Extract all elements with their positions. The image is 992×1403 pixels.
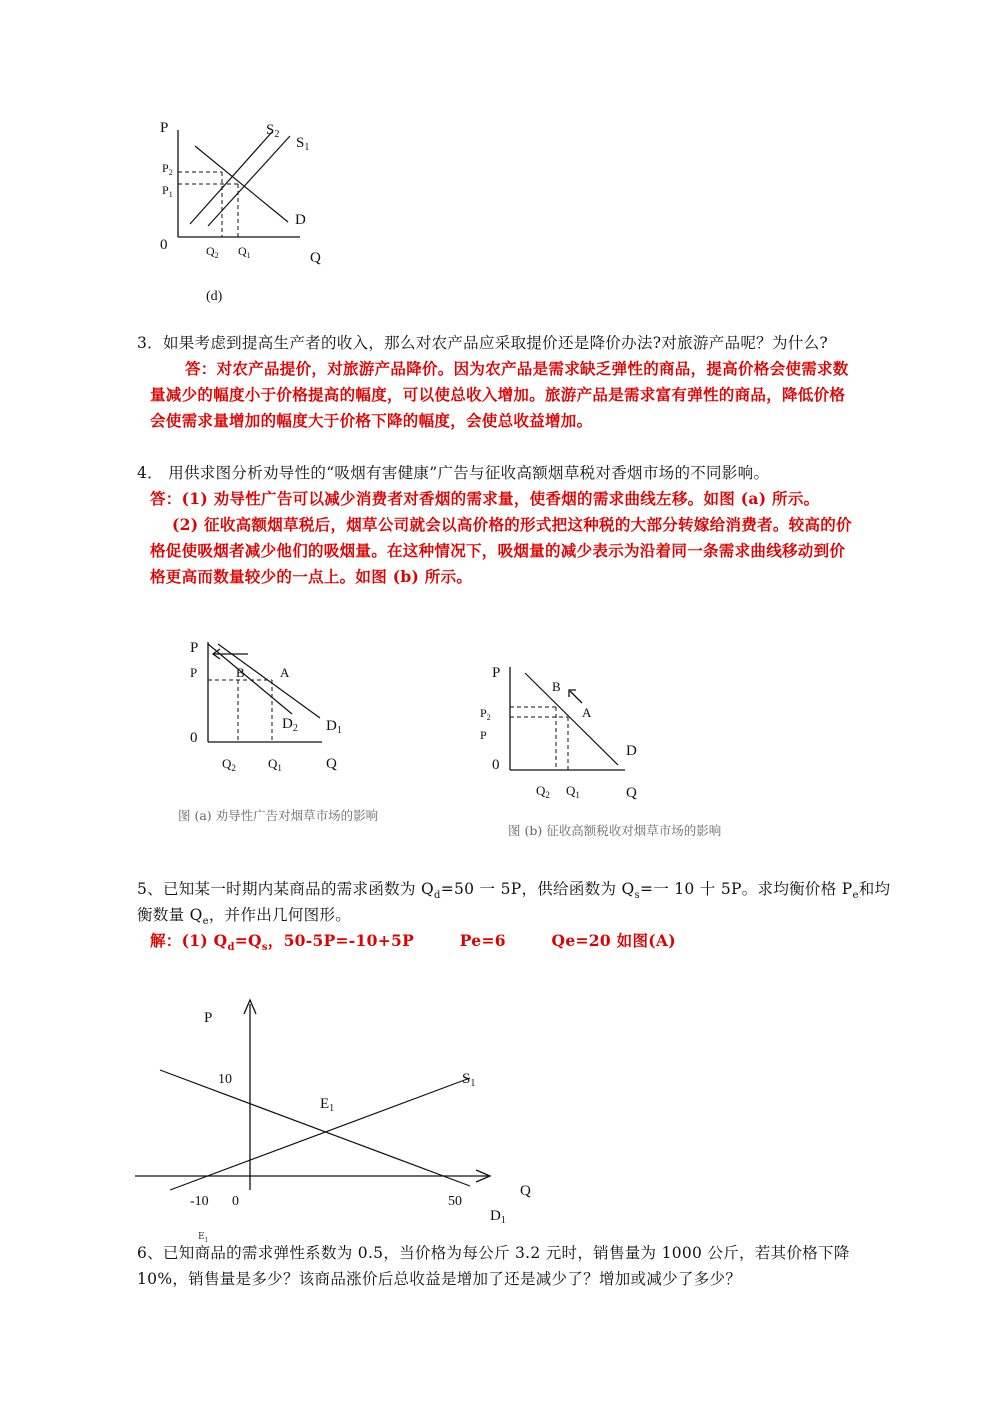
label-q: Q — [310, 250, 321, 266]
svg-text:Q1: $Q_1$ — [238, 244, 251, 260]
svg-text:Q2: $Q_2$ — [536, 783, 550, 800]
caption-b: 图 (b) 征收高额税收对烟草市场的影响 — [508, 823, 722, 838]
svg-text:A: A — [280, 665, 290, 680]
svg-text:S1: $S_1$ — [296, 135, 310, 153]
curve-d — [525, 673, 618, 765]
svg-text:0: 0 — [190, 730, 198, 746]
answer-4-line-4: 格更高而数量较少的一点上。如图 (b) 所示。 — [150, 567, 473, 586]
stray-mark: $E_1$ — [198, 1232, 209, 1244]
svg-text:P2: $P_2$ — [162, 161, 173, 177]
answer-4-line-1: 答：(1) 劝导性广告可以减少消费者对香烟的需求量，使香烟的需求曲线左移。如图 (a) 所示。 — [150, 489, 820, 508]
question-6-line-1: 6、已知商品的需求弹性系数为 0.5，当价格为每公斤 3.2 元时，销售量为 1000 公斤，若其价格下降 — [137, 1244, 850, 1262]
svg-text:Q2: $Q_2$ — [206, 244, 219, 260]
label-p: P — [160, 120, 169, 136]
label-d: D — [295, 212, 306, 228]
figure-d — [150, 112, 350, 312]
question-4: 4． 用供求图分析劝导性的“吸烟有害健康”广告与征收高额烟草税对香烟市场的不同影响。 — [137, 464, 770, 482]
curve-s1 — [208, 136, 290, 226]
curve-d1 — [218, 644, 320, 718]
svg-text:-10: -10 — [190, 1194, 209, 1209]
answer-3-line-3: 会使需求量增加的幅度大于价格下降的幅度，会使总收益增加。 — [150, 411, 593, 430]
svg-text:0: 0 — [232, 1194, 239, 1209]
svg-text:D: D — [626, 743, 637, 759]
svg-text:10: 10 — [218, 1072, 232, 1087]
svg-text:Q1: $Q_1$ — [566, 783, 580, 800]
svg-text:Q2: $Q_2$ — [222, 756, 236, 773]
svg-text:P: P — [190, 640, 199, 656]
svg-text:A: A — [582, 705, 592, 720]
svg-text:Q: Q — [626, 785, 637, 801]
svg-text:S1: $S_1$ — [462, 1071, 476, 1089]
answer-4-line-3: 格促使吸烟者减少他们的吸烟量。在这种情况下，吸烟量的减少表示为沿着同一条需求曲线移动到价 — [150, 541, 846, 560]
question-3: 3．如果考虑到提高生产者的收入，那么对农产品应采取提价还是降价办法?对旅游产品呢？为什么? — [137, 334, 828, 352]
svg-text:D1: $D_1$ — [326, 718, 342, 736]
svg-text:P1: $P_1$ — [162, 183, 173, 199]
curve-s2 — [190, 132, 272, 224]
svg-text:P: P — [190, 665, 198, 680]
figure-equilibrium — [130, 990, 550, 1230]
caption-a: 图 (a) 劝导性广告对烟草市场的影响 — [178, 808, 379, 823]
svg-text:D2: $D_2$ — [282, 716, 298, 734]
figure-label: (d) — [206, 289, 223, 304]
answer-5: 解：(1) $Q_d=Q_s$，50-5P=-10+5P Pe=6 Qe=20 如图(A) — [150, 931, 676, 954]
answer-3-line-2: 量减少的幅度小于价格提高的幅度，可以使总收入增加。旅游产品是需求富有弹性的商品，降低价格 — [150, 385, 846, 404]
svg-text:P2: $P_2$ — [480, 706, 491, 722]
answer-3-line-1: 答：对农产品提价，对旅游产品降价。因为农产品是需求缺乏弹性的商品，提高价格会使需求数 — [185, 359, 849, 378]
label-origin: 0 — [160, 237, 168, 253]
svg-text:P: P — [480, 728, 487, 742]
curve-s1 — [170, 1078, 470, 1190]
curve-d1 — [160, 1070, 470, 1186]
movement-arrow — [570, 691, 582, 703]
svg-text:S2: $S_2$ — [266, 122, 280, 140]
answer-4-line-2: (2) 征收高额烟草税后，烟草公司就会以高价格的形式把这种税的大部分转嫁给消费者。较高的价 — [172, 515, 852, 534]
question-5-line-2: 衡数量 $Q_e$，并作出几何图形。 — [137, 906, 352, 928]
figure-a — [180, 630, 380, 780]
svg-text:B: B — [236, 665, 245, 680]
svg-text:50: 50 — [448, 1194, 462, 1209]
svg-text:D1: $D_1$ — [490, 1208, 506, 1226]
svg-text:Q1: $Q_1$ — [268, 756, 282, 773]
svg-text:0: 0 — [492, 757, 500, 773]
svg-text:Q: Q — [520, 1183, 531, 1199]
question-5-line-1: 5、已知某一时期内某商品的需求函数为 $Q_d=50$ 一 5P，供给函数为 $Q_s=$一 10 十 5P。求均衡价格 $P_e$和均 — [137, 880, 891, 902]
svg-text:P: P — [492, 665, 501, 681]
question-6-line-2: 10%，销售量是多少？该商品涨价后总收益是增加了还是减少了？增加或减少了多少？ — [137, 1270, 742, 1288]
svg-text:E1: $E_1$ — [320, 1096, 335, 1114]
svg-text:Q: Q — [326, 756, 337, 772]
svg-text:B: B — [552, 679, 561, 694]
figure-b — [470, 655, 670, 805]
svg-text:P: P — [204, 1010, 213, 1026]
